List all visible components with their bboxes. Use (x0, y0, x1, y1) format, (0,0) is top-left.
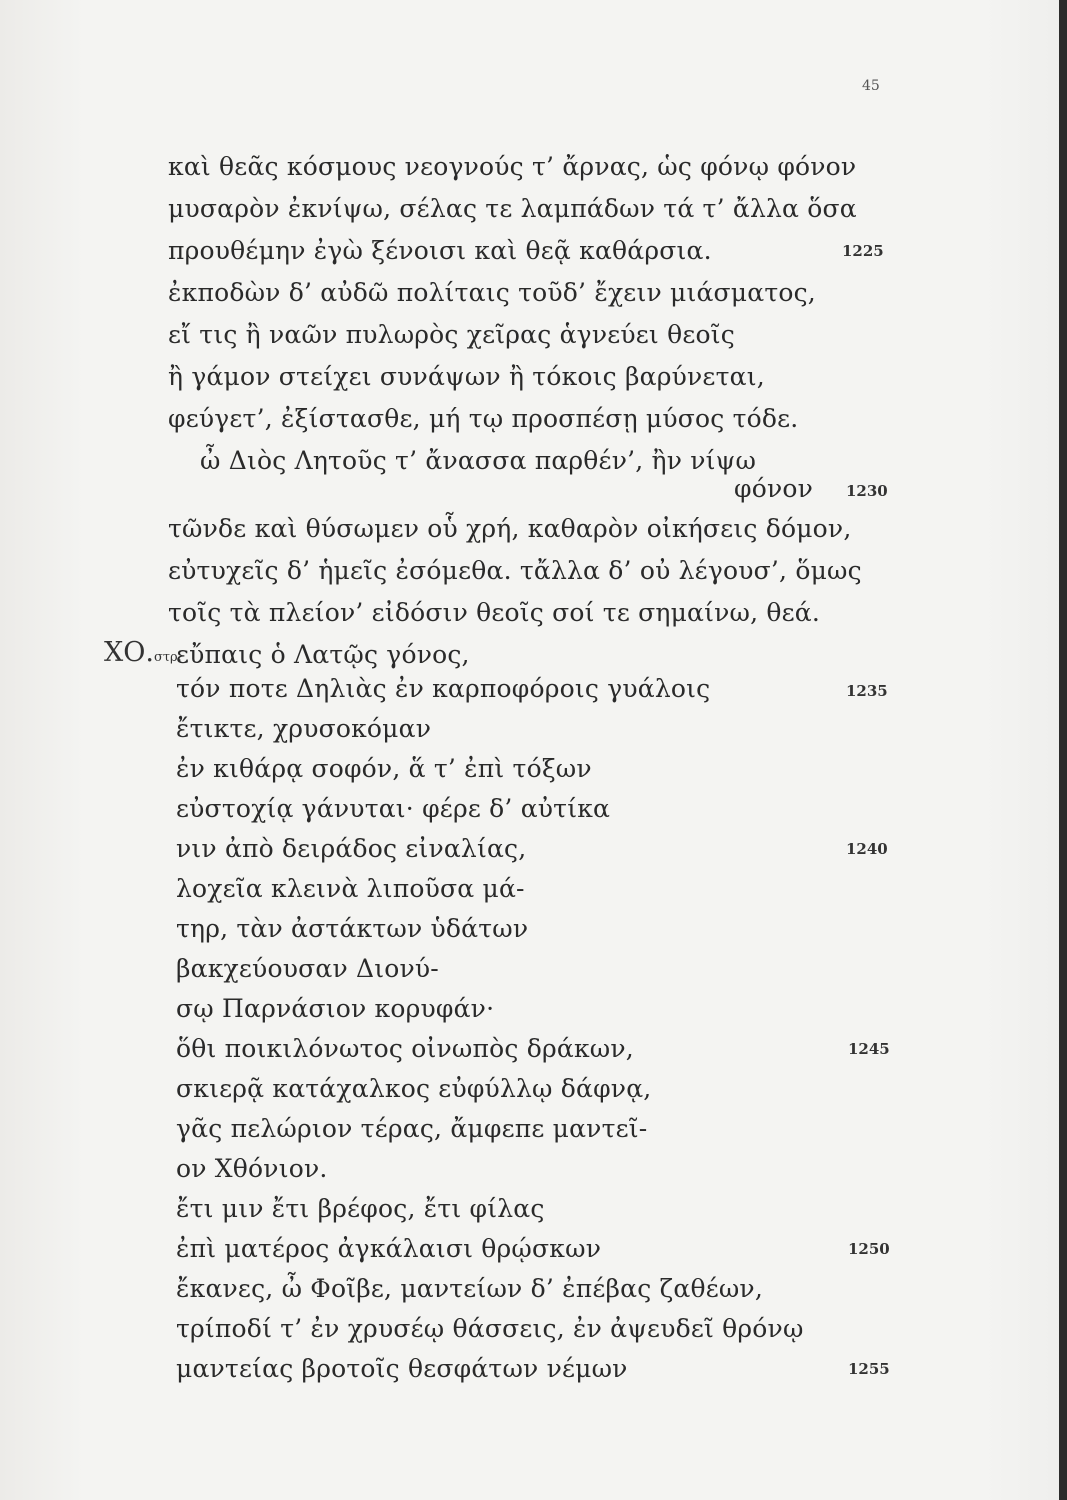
verse-line: ὦ Διὸς Λητοῦς τ’ ἄνασσα παρθέν’, ἢν νίψω (200, 446, 757, 475)
line-number: 1255 (848, 1360, 890, 1378)
verse-line: τηρ, τὰν ἀστάκτων ὑδάτων (176, 914, 529, 943)
verse-line: νιν ἀπὸ δειράδος εἰναλίας, (176, 834, 527, 863)
verse-line: ον Χθόνιον. (176, 1154, 328, 1183)
verse-line: ἔτι μιν ἔτι βρέφος, ἔτι φίλας (176, 1194, 545, 1223)
verse-line: ἔτικτε, χρυσοκόμαν (176, 714, 432, 743)
verse-line: βακχεύουσαν Διονύ- (176, 954, 439, 983)
verse-line: ὅθι ποικιλόνωτος οἰνωπὸς δράκων, (176, 1034, 634, 1063)
verse-line: εἴ τις ἢ ναῶν πυλωρὸς χεῖρας ἁγνεύει θεοῖς (168, 320, 735, 349)
verse-line: εὐστοχίᾳ γάνυται· φέρε δ’ αὐτίκα (176, 794, 611, 823)
scan-edge-shadow (1059, 0, 1067, 1500)
verse-line: μαντείας βροτοῖς θεσφάτων νέμων (176, 1354, 628, 1383)
speaker-label (104, 634, 182, 672)
verse-line: ἔκανες, ὦ Φοῖβε, μαντείων δ’ ἐπέβας ζαθέων, (176, 1274, 763, 1303)
page-number: 45 (862, 78, 880, 94)
verse-line: γᾶς πελώριον τέρας, ἄμφεπε μαντεῖ- (176, 1114, 648, 1143)
line-number: 1245 (848, 1040, 890, 1058)
verse-line: τόν ποτε Δηλιὰς ἐν καρποφόροις γυάλοις (176, 674, 711, 703)
verse-line: λοχεῖα κλεινὰ λιποῦσα μά- (176, 874, 525, 903)
verse-line-continuation: φόνον (734, 474, 814, 503)
verse-line: σῳ Παρνάσιον κορυφάν· (176, 994, 495, 1023)
verse-line: εὔπαις ὁ Λατῷς γόνος, (176, 640, 470, 669)
verse-line: μυσαρὸν ἐκνίψω, σέλας τε λαμπάδων τά τ’ ἄλλα ὅσα (168, 194, 857, 223)
verse-line: εὐτυχεῖς δ’ ἡμεῖς ἐσόμεθα. τἄλλα δ’ οὐ λέγουσ’, ὅμως (168, 556, 862, 585)
line-number: 1250 (848, 1240, 890, 1258)
verse-line: τῶνδε καὶ θύσωμεν οὗ χρή, καθαρὸν οἰκήσεις δόμον, (168, 514, 852, 543)
verse-line: προυθέμην ἐγὼ ξένοισι καὶ θεᾷ καθάρσια. (168, 236, 712, 265)
verse-line: ἢ γάμον στείχει συνάψων ἢ τόκοις βαρύνεται, (168, 362, 765, 391)
verse-line: καὶ θεᾶς κόσμους νεογνούς τ’ ἄρνας, ὡς φόνῳ φόνον (168, 152, 857, 181)
verse-line: ἐκποδὼν δ’ αὐδῶ πολίταις τοῦδ’ ἔχειν μιάσματος, (168, 278, 816, 307)
verse-line: τοῖς τὰ πλείον’ εἰδόσιν θεοῖς σοί τε σημαίνω, θεά. (168, 598, 821, 627)
line-number: 1225 (842, 242, 884, 260)
verse-line: τρίποδί τ’ ἐν χρυσέῳ θάσσεις, ἐν ἀψευδεῖ θρόνῳ (176, 1314, 804, 1343)
verse-line: φεύγετ’, ἐξίστασθε, μή τῳ προσπέσῃ μύσος τόδε. (168, 404, 799, 433)
line-number: 1240 (846, 840, 888, 858)
line-number: 1235 (846, 682, 888, 700)
strophe-marker: στρ. (153, 650, 182, 665)
verse-line: ἐν κιθάρᾳ σοφόν, ἅ τ’ ἐπὶ τόξων (176, 754, 592, 783)
line-number: 1230 (846, 482, 888, 500)
verse-line: σκιερᾷ κατάχαλκος εὐφύλλῳ δάφνᾳ, (176, 1074, 652, 1103)
verse-line: ἐπὶ ματέρος ἀγκάλαισι θρῴσκων (176, 1234, 602, 1263)
speaker-name: ΧΟ. (104, 637, 154, 668)
